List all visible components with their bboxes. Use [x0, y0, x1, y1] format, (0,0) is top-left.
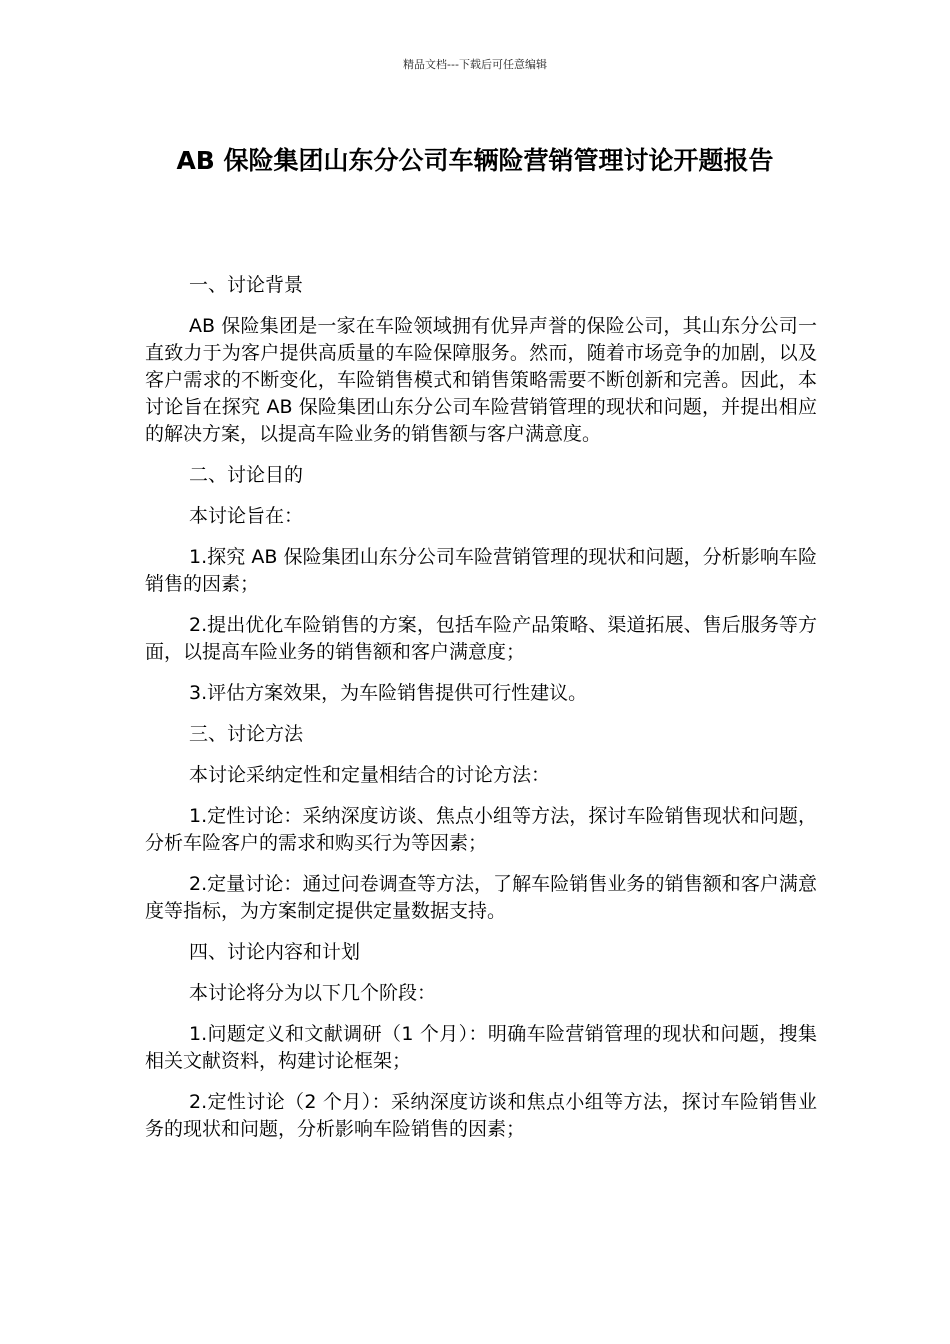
- plan-item-1: 1.问题定义和文献调研（1 个月）：明确车险营销管理的现状和问题，搜集相关文献资料，构建讨论框架；: [145, 1023, 817, 1072]
- plan-item-2: 2.定性讨论（2 个月）：采纳深度访谈和焦点小组等方法，探讨车险销售业务的现状和问题，分析影响车险销售的因素；: [145, 1091, 817, 1140]
- document-body: [145, 272, 817, 1157]
- purpose-item-2: 2.提出优化车险销售的方案，包括车险产品策略、渠道拓展、售后服务等方面，以提高车险业务的销售额和客户满意度；: [145, 614, 817, 663]
- method-item-1: 1.定性讨论：采纳深度访谈、焦点小组等方法，探讨车险销售现状和问题，分析车险客户的需求和购买行为等因素；: [145, 805, 817, 854]
- paragraph-purpose-intro: 本讨论旨在：: [189, 505, 304, 527]
- method-item-2: 2.定量讨论：通过问卷调查等方法，了解车险销售业务的销售额和客户满意度等指标，为方案制定提供定量数据支持。: [145, 873, 817, 922]
- section-heading-method: 三、讨论方法: [189, 723, 304, 745]
- purpose-item-1: 1.探究 AB 保险集团山东分公司车险营销管理的现状和问题，分析影响车险销售的因素；: [145, 546, 817, 595]
- section-heading-purpose: 二、讨论目的: [189, 464, 304, 486]
- section-heading-plan: 四、讨论内容和计划: [189, 941, 361, 963]
- document-title: AB 保险集团山东分公司车辆险营销管理讨论开题报告: [176, 146, 774, 175]
- paragraph-plan-intro: 本讨论将分为以下几个阶段：: [189, 982, 437, 1004]
- paragraph-method-intro: 本讨论采纳定性和定量相结合的讨论方法：: [189, 764, 551, 786]
- section-heading-background: 一、讨论背景: [189, 274, 304, 296]
- purpose-item-3: 3.评估方案效果，为车险销售提供可行性建议。: [189, 682, 588, 704]
- header-note: 精品文档---下载后可任意编辑: [403, 58, 547, 71]
- paragraph-background: AB 保险集团是一家在车险领域拥有优异声誉的保险公司，其山东分公司一直致力于为客户提供高质量的车险保障服务。然而，随着市场竞争的加剧，以及客户需求的不断变化，车险销售模式和销售策略需要不断创新和完善。因此，本讨论旨在探究 AB 保险集团山东分公司车险营销管理的现状和问题，并提出相应的解决方案，以提高车险业务的销售额与客户满意度。: [145, 315, 817, 445]
